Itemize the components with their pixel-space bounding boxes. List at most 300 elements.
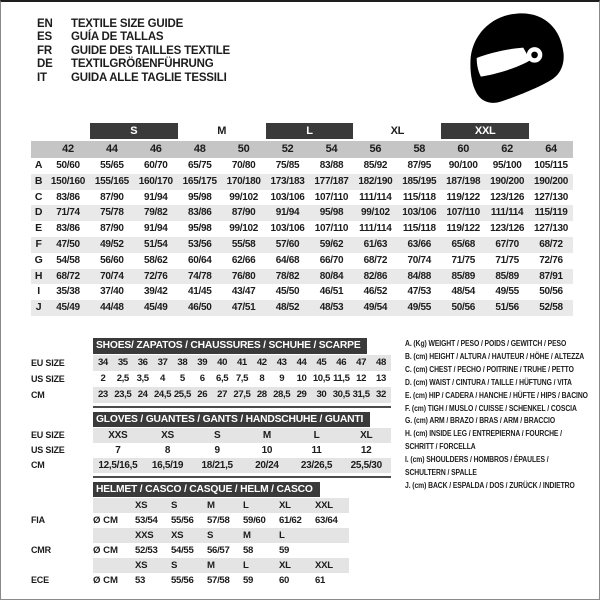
cell-value: 31,5 (352, 389, 370, 400)
size-value: 127/130 (534, 223, 569, 235)
title-text: TEXTILGRÖßENFÜHRUNG (71, 58, 214, 71)
cell-value: 34 (97, 357, 108, 368)
size-value: 83/86 (56, 223, 80, 235)
size-value: 65/75 (187, 160, 212, 171)
size-value: 53/56 (178, 237, 222, 253)
cell-value: 30 (316, 389, 327, 400)
row-band (93, 558, 349, 573)
cell-value: 25,5/30 (350, 460, 382, 471)
legend-line: SCHULTERN / SPALLE (405, 468, 477, 478)
cell-value: 18/21,5 (201, 460, 233, 471)
unit-spacer (93, 498, 133, 513)
row-label (31, 498, 93, 513)
title-row-de (37, 58, 230, 71)
table-row (31, 443, 395, 458)
size-value: 103/106 (397, 205, 441, 221)
size-value: 61/63 (353, 237, 397, 253)
size-value: 119/122 (446, 191, 480, 203)
helmet-value: 53 (135, 575, 146, 586)
size-value: 49/55 (397, 300, 441, 316)
size-value: 71/75 (451, 254, 475, 266)
size-value: 90/100 (448, 160, 478, 171)
size-value: 57/60 (266, 237, 310, 253)
cell-value: 2,5 (116, 373, 129, 384)
cell-value: 20/24 (255, 460, 279, 471)
gloves-rows (31, 428, 395, 473)
helmet-size-row (31, 528, 395, 543)
size-value: 65/68 (441, 237, 485, 253)
size-value: 49/54 (353, 300, 397, 316)
title-block (37, 18, 230, 85)
row-label: CMR (31, 545, 51, 555)
size-value: 95/98 (310, 205, 354, 221)
size-value: 63/66 (397, 237, 441, 253)
cell-value: L (313, 430, 320, 441)
size-value: 87/91 (529, 269, 573, 285)
size-value: 48/52 (266, 300, 310, 316)
size-value: 39/42 (144, 286, 168, 298)
lang-code: IT (37, 71, 47, 84)
size-col-header: 50 (222, 141, 266, 158)
size-value: 177/187 (310, 174, 354, 190)
cell-value: 27 (217, 389, 228, 400)
row-label: CM (31, 460, 45, 470)
cell-value: 6 (199, 373, 205, 384)
lower-tables (31, 338, 395, 588)
size-value: 103/106 (270, 223, 305, 235)
size-value: 91/94 (144, 223, 168, 235)
shoes-table-title: SHOES/ ZAPATOS / CHAUSSURES / SCHUHE / SCARPE (93, 338, 367, 354)
size-value: 47/51 (222, 300, 266, 316)
helmet-size-label: XS (135, 500, 148, 511)
cell-value: 24,5 (153, 389, 172, 400)
legend-line: F. (cm) TIGH / MUSLO / CUISSE / SCHENKEL / COSCIA (405, 403, 577, 413)
divider (93, 476, 391, 478)
size-value: 67/70 (485, 237, 529, 253)
size-value: 190/200 (529, 174, 573, 190)
size-value: 95/98 (187, 223, 212, 235)
helmet-size-label: M (243, 530, 251, 541)
measure-row-label: H (31, 269, 46, 285)
lang-code: ES (37, 31, 52, 44)
helmet-size-row (31, 558, 395, 573)
measure-row-label: D (31, 205, 46, 221)
gloves-table (31, 412, 395, 473)
helmet-size-label: L (243, 500, 249, 511)
size-col-header: 54 (310, 141, 354, 158)
helmet-value: 59 (279, 545, 290, 556)
legend-item (405, 403, 600, 416)
shoes-table (31, 338, 395, 403)
cell-value: XL (360, 430, 373, 441)
table-row (31, 387, 395, 403)
size-value: 85/89 (441, 269, 485, 285)
cell-value: XS (161, 430, 174, 441)
size-value: 50/56 (539, 286, 563, 298)
measure-row-label: F (31, 237, 46, 253)
row-band (93, 513, 349, 528)
size-value: 119/122 (446, 223, 480, 235)
legend-line: G. (cm) ARM / BRAZO / BRAS / ARM / BRACCIO (405, 416, 556, 426)
size-value: 165/175 (178, 174, 222, 190)
measure-row-label: B (31, 174, 46, 190)
spacer (31, 482, 93, 497)
cell-value: 12,5/16,5 (98, 460, 138, 471)
size-group-m: M (217, 125, 227, 137)
size-value: 54/58 (56, 254, 80, 266)
size-value: 46/51 (319, 286, 344, 298)
size-value: 72/76 (539, 254, 563, 266)
cell-value: 45 (316, 357, 327, 368)
size-col-header: 42 (46, 141, 90, 158)
helmet-size-label: S (171, 500, 178, 511)
cell-value: 25,5 (173, 389, 191, 400)
size-value: 46/50 (178, 300, 222, 316)
size-col-header: 46 (134, 141, 178, 158)
size-value: 45/49 (134, 300, 178, 316)
size-value: 55/65 (100, 160, 124, 171)
cell-value: 41 (237, 357, 247, 368)
size-group-xl: XL (390, 125, 405, 137)
cell-value: 40 (217, 357, 228, 368)
helmet-table-title: HELMET / CASCO / CASQUE / HELM / CASCO (93, 482, 320, 497)
helmet-size-label: XS (171, 530, 184, 541)
size-value: 83/88 (319, 160, 344, 171)
helmet-size-row (31, 498, 395, 513)
cell-value: 10,5 (312, 373, 330, 384)
row-band (93, 498, 349, 513)
legend-item (405, 428, 600, 454)
size-value: 127/130 (534, 191, 569, 203)
size-value: 51/56 (485, 300, 529, 316)
size-value: 83/86 (56, 191, 80, 203)
helmet-size-label: L (243, 560, 249, 571)
cell-value: 24 (137, 389, 148, 400)
cell-value: 11,5 (332, 373, 350, 384)
legend-item (405, 480, 600, 493)
cell-value: 11 (311, 445, 322, 456)
row-label: ECE (31, 575, 49, 585)
unit-label: Ø CM (93, 515, 119, 526)
size-col-header: 56 (353, 141, 397, 158)
cell-value: 10 (296, 373, 307, 384)
legend-item (405, 415, 600, 428)
size-value: 45/50 (275, 286, 300, 298)
size-value: 49/55 (495, 286, 519, 298)
size-value: 190/200 (485, 174, 529, 190)
size-value: 71/74 (46, 205, 90, 221)
spacer (31, 338, 93, 354)
helmet-size-label: L (279, 530, 285, 541)
row-band (93, 387, 391, 403)
size-value: 123/126 (490, 223, 525, 235)
size-value: 70/74 (90, 269, 134, 285)
size-value: 75/85 (275, 160, 300, 171)
helmet-icon (455, 6, 579, 110)
size-value: 52/58 (529, 300, 573, 316)
size-value: 155/165 (90, 174, 134, 190)
size-value: 44/48 (90, 300, 134, 316)
gloves-header-row (31, 412, 395, 427)
divider (93, 406, 391, 408)
size-value: 58/62 (144, 254, 168, 266)
legend-line: A. (Kg) WEIGHT / PESO / POIDS / GEWITCH / PESO (405, 339, 567, 348)
cell-value: 23 (97, 389, 108, 400)
cell-value: 39 (197, 357, 208, 368)
legend-item (405, 390, 600, 403)
legend-line: J. (cm) BACK / ESPALDA / DOS / ZURÜCK / INDIETRO (405, 480, 575, 490)
size-value: 76/80 (222, 269, 266, 285)
cell-value: 3,5 (136, 373, 149, 384)
helmet-value: 56/57 (207, 545, 230, 556)
size-value: 115/119 (529, 205, 573, 221)
lang-code: EN (37, 18, 53, 30)
helmet-size-label: XL (279, 500, 291, 511)
helmet-header-row (31, 482, 395, 497)
row-band (93, 355, 391, 371)
size-value: 107/110 (314, 223, 349, 235)
cell-value: 8 (259, 373, 265, 384)
row-label (31, 528, 93, 543)
legend-line: E. (cm) HIP / CADERA / HANCHE / HÜFTE / HIPS / BACINO (405, 390, 588, 400)
helmet-value: 61 (315, 575, 326, 586)
cell-value: 12 (356, 373, 367, 384)
size-value: 43/47 (231, 286, 256, 298)
cell-value: 28,5 (273, 389, 291, 400)
size-col-header: 62 (485, 141, 529, 158)
table-row (31, 428, 395, 443)
size-col-spacer (31, 141, 46, 158)
legend-line: SCHRITT / FORCELLA (405, 442, 476, 452)
helmet-value: 57/58 (207, 515, 230, 526)
helmet-value: 59/60 (243, 515, 266, 526)
cell-value: 13 (376, 373, 386, 384)
size-col-header: 64 (529, 141, 573, 158)
size-value: 71/75 (495, 254, 519, 266)
helmet-value: 60 (279, 575, 290, 586)
size-value: 60/70 (144, 160, 168, 171)
helmet-value-row (31, 573, 395, 588)
size-value: 83/86 (178, 205, 222, 221)
helmet-value: 58 (243, 545, 254, 556)
size-col-header: 44 (90, 141, 134, 158)
cell-value: 47 (356, 357, 367, 368)
group-spacer (529, 123, 573, 139)
cell-value: XXS (108, 430, 128, 441)
size-value: 78/82 (266, 269, 310, 285)
unit-spacer (93, 528, 133, 543)
cell-value: 35 (117, 357, 128, 368)
size-value: 105/115 (534, 160, 568, 171)
shoes-rows (31, 355, 395, 403)
cell-value: 42 (256, 357, 267, 368)
shoes-header-row (31, 338, 395, 354)
size-value: 68/72 (363, 254, 388, 266)
legend-line: D. (cm) WAIST / CINTURA / TAILLE / HÜFTUNG / VITA (405, 377, 572, 387)
size-value: 103/106 (270, 191, 305, 203)
unit-spacer (93, 558, 133, 573)
helmet-size-label: XXL (315, 500, 333, 511)
measure-row-label: I (37, 285, 40, 298)
size-value: 68/72 (46, 269, 90, 285)
legend-line: C. (cm) CHEST / PECHO / POITRINE / TRUHE / PETTO (405, 364, 574, 374)
size-value: 49/52 (90, 237, 134, 253)
size-value: 111/114 (359, 223, 392, 235)
size-value: 160/170 (134, 174, 178, 190)
size-value: 50/56 (441, 300, 485, 316)
cell-value: 23,5 (114, 389, 132, 400)
size-value: 47/50 (46, 237, 90, 253)
helmet-value-row (31, 543, 395, 558)
helmet-size-label: XXS (135, 530, 154, 541)
size-value: 75/78 (90, 205, 134, 221)
cell-value: 6,5 (216, 373, 229, 384)
row-band (93, 443, 391, 458)
helmet-value: 55/56 (171, 575, 194, 586)
row-label: US SIZE (31, 445, 65, 455)
table-row (31, 355, 395, 371)
helmet-value: 61/62 (279, 515, 302, 526)
cell-value: 37 (157, 357, 168, 368)
size-value: 91/94 (144, 191, 168, 203)
helmet-size-label: S (207, 530, 214, 541)
unit-label: Ø CM (93, 575, 119, 586)
row-band (93, 458, 391, 473)
lang-code: DE (37, 58, 53, 71)
cell-value: 46 (336, 357, 347, 368)
table-row (31, 458, 395, 473)
helmet-size-label: XXL (315, 560, 333, 571)
title-text: TEXTILE SIZE GUIDE (71, 18, 184, 30)
measure-row-label: J (31, 300, 46, 316)
group-spacer (46, 123, 90, 139)
title-row-it (37, 72, 230, 85)
cell-value: 7,5 (235, 373, 249, 384)
cell-value: 48 (376, 357, 386, 368)
legend-line: B. (cm) HEIGHT / ALTURA / HAUTEUR / HÖHE / ALTEZZA (405, 351, 585, 361)
size-value: 85/92 (363, 160, 388, 171)
cell-value: 30,5 (332, 389, 350, 400)
size-value: 95/100 (492, 160, 522, 171)
size-value: 115/118 (402, 223, 436, 235)
legend-item (405, 377, 600, 390)
size-value: 111/114 (485, 205, 529, 221)
legend-item (405, 351, 600, 364)
size-col-header: 58 (397, 141, 441, 158)
size-value: 111/114 (359, 191, 392, 203)
unit-label: Ø CM (93, 545, 119, 556)
size-group-l: L (266, 123, 354, 139)
measure-row-label: E (35, 222, 42, 235)
row-label: FIA (31, 515, 45, 525)
legend-item (405, 338, 600, 351)
size-value: 51/54 (134, 237, 178, 253)
size-table-grid (31, 123, 573, 316)
legend-item (405, 454, 600, 480)
size-value: 60/64 (187, 254, 212, 266)
size-value: 87/90 (222, 205, 266, 221)
size-value: 56/60 (100, 254, 124, 266)
size-value: 55/58 (222, 237, 266, 253)
helmet-value: 63/64 (315, 515, 338, 526)
size-value: 99/102 (229, 191, 259, 203)
row-label: CM (31, 390, 45, 400)
cell-value: S (213, 430, 221, 441)
size-col-header: 52 (266, 141, 310, 158)
size-value: 70/80 (231, 160, 256, 171)
helmet-value: 53/54 (135, 515, 158, 526)
helmet-value: 55/56 (171, 515, 194, 526)
size-value: 68/72 (529, 237, 573, 253)
row-label (31, 558, 93, 573)
size-col-header: 48 (178, 141, 222, 158)
size-value: 150/160 (46, 174, 90, 190)
size-value: 79/82 (134, 205, 178, 221)
size-value: 187/198 (441, 174, 485, 190)
size-value: 45/49 (46, 300, 90, 316)
measure-row-label: C (34, 190, 43, 203)
helmet-table (31, 482, 395, 588)
size-value: 82/86 (353, 269, 397, 285)
row-band (93, 428, 391, 443)
cell-value: 12 (360, 445, 372, 456)
cell-value: 44 (296, 357, 307, 368)
legend-line: H. (cm) INSIDE LEG / ENTREPIERNA / FOURCHE / (405, 429, 562, 439)
size-value: 59/62 (310, 237, 354, 253)
cell-value: 2 (100, 373, 106, 384)
size-value: 35/38 (56, 286, 80, 298)
cell-value: 38 (177, 357, 188, 368)
size-value: 185/195 (397, 174, 441, 190)
helmet-value: 57/58 (207, 575, 230, 586)
legend-list (405, 338, 600, 493)
cell-value: 28 (256, 389, 267, 400)
lang-code: FR (37, 44, 52, 57)
cell-value: 43 (276, 357, 287, 368)
size-value: 115/118 (402, 191, 436, 203)
size-value: 87/95 (407, 160, 432, 171)
title-row-en (37, 18, 230, 31)
size-value: 99/102 (353, 205, 397, 221)
cell-value: 9 (279, 373, 285, 384)
cell-value: 16,5/19 (151, 460, 184, 471)
helmet-size-label: M (207, 560, 215, 571)
size-value: 173/183 (266, 174, 310, 190)
helmet-value: 59 (243, 575, 254, 586)
row-band (93, 528, 349, 543)
helmet-size-label: XL (279, 560, 291, 571)
size-value: 182/190 (353, 174, 397, 190)
size-value: 74/78 (178, 269, 222, 285)
group-spacer (31, 123, 46, 139)
cell-value: 9 (214, 445, 220, 456)
helmet-value-row (31, 513, 395, 528)
size-value: 70/74 (407, 254, 432, 266)
title-text: GUIDE DES TAILLES TEXTILE (71, 44, 230, 57)
size-value: 64/68 (275, 254, 300, 266)
title-text: GUIDA ALLE TAGLIE TESSILI (71, 71, 227, 84)
cell-value: 32 (376, 389, 386, 400)
helmet-icon-svg (455, 6, 579, 110)
size-value: 72/76 (134, 269, 178, 285)
size-value: 123/126 (490, 191, 525, 203)
size-value: 85/89 (485, 269, 529, 285)
size-group-s: S (90, 123, 178, 139)
title-row-es (37, 31, 230, 44)
cell-value: 4 (160, 373, 165, 384)
size-value: 87/90 (100, 223, 124, 235)
size-value: 170/180 (222, 174, 266, 190)
